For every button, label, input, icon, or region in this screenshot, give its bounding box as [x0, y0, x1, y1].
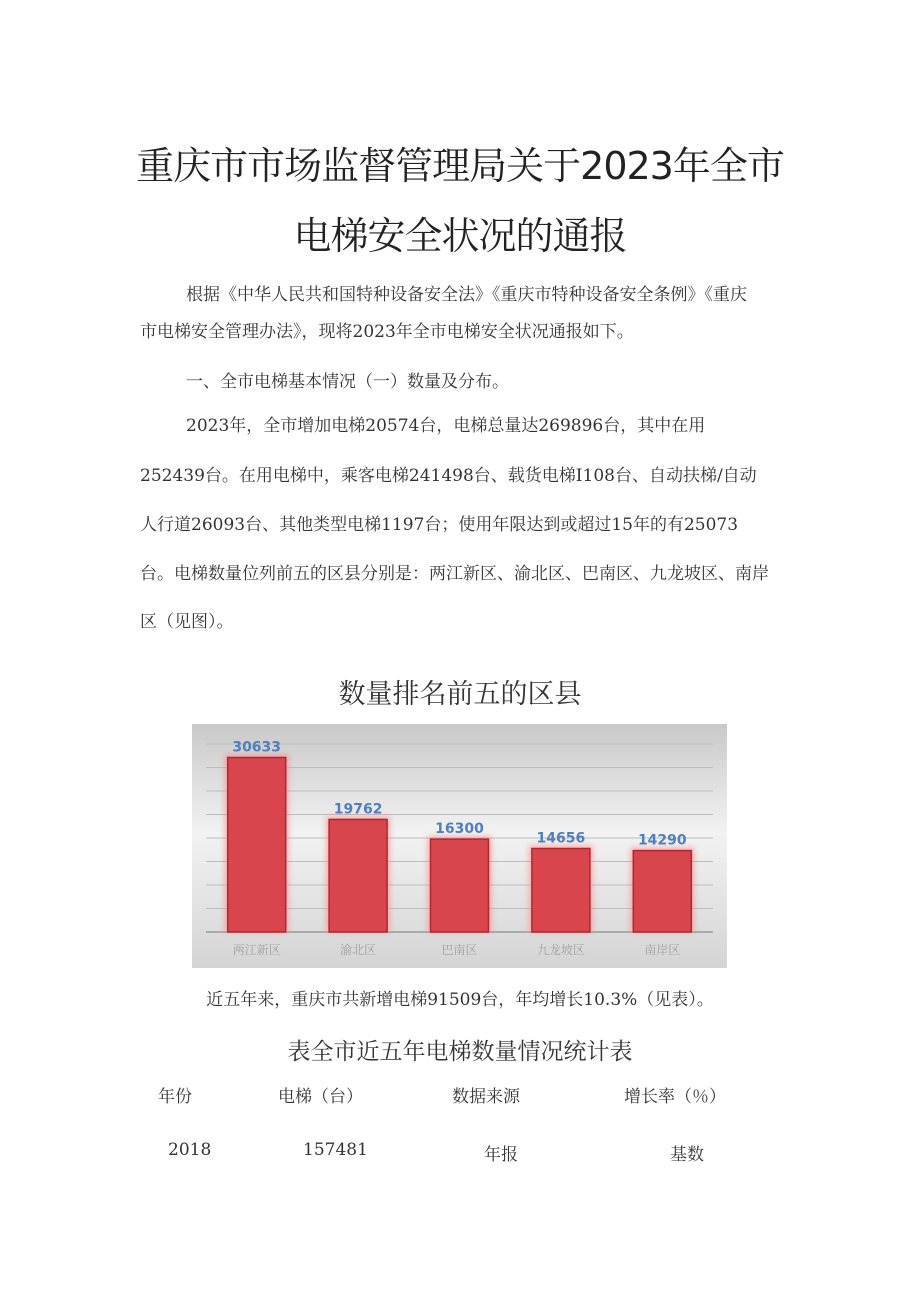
data-label: 19762: [333, 801, 383, 818]
table-header-count: 电梯（台）: [278, 1087, 363, 1107]
bar: [431, 839, 489, 932]
intro-line-1: 根据《中华人民共和国特种设备安全法》《重庆市特种设备安全条例》《重庆: [186, 285, 747, 305]
table-cell-count: 157481: [303, 1140, 368, 1160]
document-title-line-2: 电梯安全状况的通报: [293, 214, 627, 258]
table-header-growth: 增长率（％）: [624, 1087, 726, 1107]
data-label: 14656: [536, 830, 586, 847]
bar-chart: [192, 724, 727, 968]
category-label: 渝北区: [340, 943, 377, 957]
bar: [228, 757, 286, 932]
body-line-5: 区（见图）。: [140, 612, 234, 632]
table-header-source: 数据来源: [452, 1087, 520, 1107]
table-cell-source: 年报: [484, 1145, 518, 1165]
body-line-3: 人行道26093台、其他类型电梯1197台；使用年限达到或超过15年的有25073: [140, 515, 739, 535]
table-title: 表全市近五年电梯数量情况统计表: [287, 1039, 633, 1065]
body-line-2: 252439台。在用电梯中，乘客电梯241498台、载货电梯I108台、自动扶梯/自动: [140, 466, 757, 486]
category-label: 两江新区: [232, 943, 281, 957]
bar: [532, 849, 590, 932]
document-title-line-1: 重庆市市场监督管理局关于2023年全市: [136, 144, 784, 188]
table-cell-growth: 基数: [670, 1145, 704, 1165]
category-label: 巴南区: [441, 943, 478, 957]
body-line-1: 2023年，全市增加电梯20574台，电梯总量达269896台，其中在用: [186, 416, 706, 436]
bar: [633, 851, 691, 932]
data-label: 16300: [435, 821, 484, 838]
data-label: 14290: [637, 832, 687, 849]
data-label: 30633: [232, 739, 282, 756]
table-cell-year: 2018: [168, 1140, 212, 1160]
category-label: 南岸区: [644, 943, 681, 957]
chart-caption: 近五年来，重庆市共新增电梯91509台，年均增长10.3%（见表）。: [206, 990, 714, 1010]
bar: [329, 819, 387, 932]
section-heading: 一、全市电梯基本情况（一）数量及分布。: [186, 372, 509, 392]
table-header-year: 年份: [158, 1087, 192, 1107]
chart-title: 数量排名前五的区县: [338, 679, 582, 710]
body-line-4: 台。电梯数量位列前五的区县分别是：两江新区、渝北区、巴南区、九龙坡区、南岸: [140, 564, 769, 584]
category-label: 九龙坡区: [536, 943, 585, 957]
intro-line-2: 市电梯安全管理办法》，现将2023年全市电梯安全状况通报如下。: [140, 322, 634, 342]
